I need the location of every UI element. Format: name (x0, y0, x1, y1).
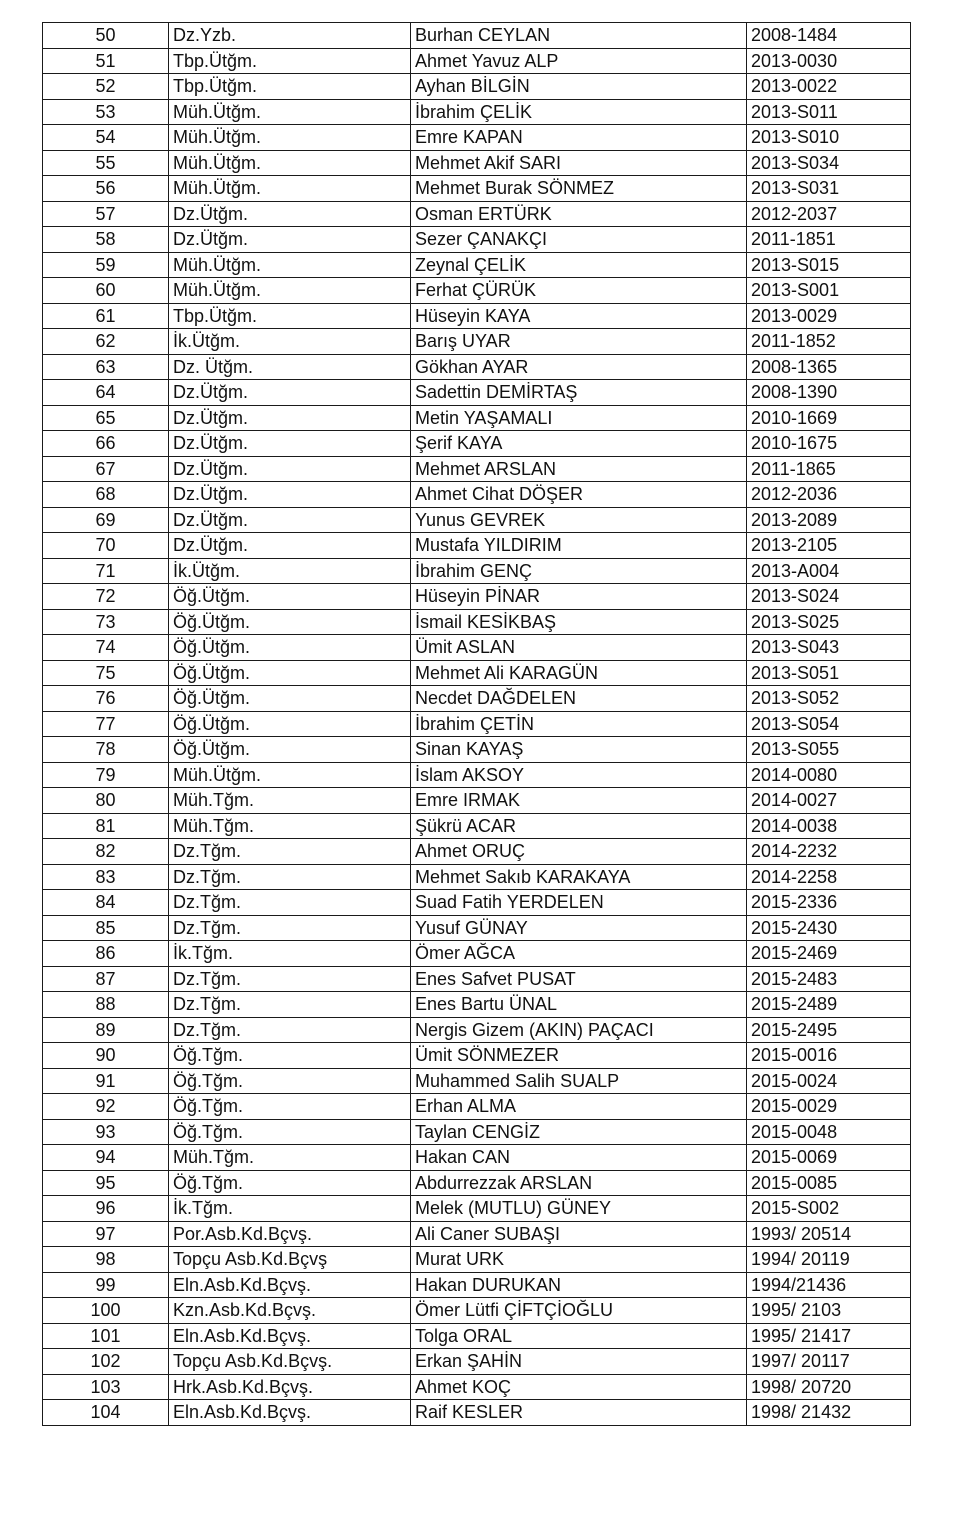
rank-cell: Dz.Ütğm. (169, 533, 411, 559)
row-number-cell: 69 (43, 507, 169, 533)
rank-cell: Eln.Asb.Kd.Bçvş. (169, 1400, 411, 1426)
row-number-cell: 88 (43, 992, 169, 1018)
table-row (43, 839, 911, 865)
registry-number-cell: 2008-1390 (747, 380, 911, 406)
row-number-cell: 101 (43, 1323, 169, 1349)
person-name-cell: Ahmet Cihat DÖŞER (411, 482, 747, 508)
person-name-cell: Ahmet ORUÇ (411, 839, 747, 865)
registry-number-cell: 2011-1852 (747, 329, 911, 355)
registry-number-cell: 2010-1669 (747, 405, 911, 431)
person-name-cell: Raif KESLER (411, 1400, 747, 1426)
row-number-cell: 61 (43, 303, 169, 329)
table-row (43, 1247, 911, 1273)
row-number-cell: 103 (43, 1374, 169, 1400)
row-number-cell: 100 (43, 1298, 169, 1324)
registry-number-cell: 2013-S001 (747, 278, 911, 304)
rank-cell: Öğ.Ütğm. (169, 711, 411, 737)
rank-cell: Öğ.Tğm. (169, 1119, 411, 1145)
row-number-cell: 95 (43, 1170, 169, 1196)
rank-cell: Müh.Ütğm. (169, 150, 411, 176)
rank-cell: İk.Ütğm. (169, 329, 411, 355)
registry-number-cell: 2012-2037 (747, 201, 911, 227)
registry-number-cell: 1998/ 20720 (747, 1374, 911, 1400)
row-number-cell: 62 (43, 329, 169, 355)
row-number-cell: 58 (43, 227, 169, 253)
person-name-cell: Murat URK (411, 1247, 747, 1273)
row-number-cell: 96 (43, 1196, 169, 1222)
person-name-cell: Ümit SÖNMEZER (411, 1043, 747, 1069)
table-row (43, 686, 911, 712)
rank-cell: Dz.Tğm. (169, 915, 411, 941)
person-name-cell: İbrahim ÇETİN (411, 711, 747, 737)
person-name-cell: Ömer AĞCA (411, 941, 747, 967)
row-number-cell: 56 (43, 176, 169, 202)
registry-number-cell: 2015-2483 (747, 966, 911, 992)
row-number-cell: 60 (43, 278, 169, 304)
person-name-cell: Ümit ASLAN (411, 635, 747, 661)
rank-cell: Müh.Ütğm. (169, 252, 411, 278)
registry-number-cell: 2013-S010 (747, 125, 911, 151)
registry-number-cell: 1993/ 20514 (747, 1221, 911, 1247)
table-row (43, 1094, 911, 1120)
person-name-cell: Barış UYAR (411, 329, 747, 355)
rank-cell: İk.Ütğm. (169, 558, 411, 584)
person-name-cell: Erkan ŞAHİN (411, 1349, 747, 1375)
table-row (43, 1196, 911, 1222)
table-row (43, 507, 911, 533)
registry-number-cell: 2015-S002 (747, 1196, 911, 1222)
person-name-cell: Şükrü ACAR (411, 813, 747, 839)
table-row (43, 329, 911, 355)
rank-cell: Dz.Ütğm. (169, 456, 411, 482)
table-row (43, 992, 911, 1018)
rank-cell: Öğ.Tğm. (169, 1043, 411, 1069)
registry-number-cell: 2013-0022 (747, 74, 911, 100)
rank-cell: İk.Tğm. (169, 941, 411, 967)
rank-cell: Dz.Tğm. (169, 992, 411, 1018)
table-row (43, 558, 911, 584)
row-number-cell: 97 (43, 1221, 169, 1247)
person-name-cell: Şerif KAYA (411, 431, 747, 457)
person-name-cell: Taylan CENGİZ (411, 1119, 747, 1145)
registry-number-cell: 2015-0029 (747, 1094, 911, 1120)
registry-number-cell: 2013-S024 (747, 584, 911, 610)
table-row (43, 966, 911, 992)
table-row (43, 584, 911, 610)
rank-cell: Öğ.Ütğm. (169, 737, 411, 763)
rank-cell: Dz.Ütğm. (169, 380, 411, 406)
row-number-cell: 70 (43, 533, 169, 559)
person-name-cell: Mehmet Burak SÖNMEZ (411, 176, 747, 202)
row-number-cell: 59 (43, 252, 169, 278)
person-name-cell: Melek (MUTLU) GÜNEY (411, 1196, 747, 1222)
table-row (43, 635, 911, 661)
row-number-cell: 83 (43, 864, 169, 890)
person-name-cell: Sinan KAYAŞ (411, 737, 747, 763)
table-row (43, 1068, 911, 1094)
registry-number-cell: 2013-2105 (747, 533, 911, 559)
table-row (43, 74, 911, 100)
rank-cell: Dz.Yzb. (169, 23, 411, 49)
table-row (43, 1323, 911, 1349)
person-name-cell: Zeynal ÇELİK (411, 252, 747, 278)
registry-number-cell: 2013-S031 (747, 176, 911, 202)
row-number-cell: 57 (43, 201, 169, 227)
table-row (43, 150, 911, 176)
rank-cell: Dz. Ütğm. (169, 354, 411, 380)
person-name-cell: Muhammed Salih SUALP (411, 1068, 747, 1094)
personnel-table (42, 22, 911, 1426)
person-name-cell: Sezer ÇANAKÇI (411, 227, 747, 253)
rank-cell: Dz.Tğm. (169, 890, 411, 916)
row-number-cell: 71 (43, 558, 169, 584)
rank-cell: Öğ.Tğm. (169, 1094, 411, 1120)
registry-number-cell: 2013-S025 (747, 609, 911, 635)
person-name-cell: Sadettin DEMİRTAŞ (411, 380, 747, 406)
table-row (43, 99, 911, 125)
table-row (43, 711, 911, 737)
table-row (43, 456, 911, 482)
table-row (43, 737, 911, 763)
rank-cell: Tbp.Ütğm. (169, 303, 411, 329)
rank-cell: Öğ.Ütğm. (169, 609, 411, 635)
rank-cell: Topçu Asb.Kd.Bçvş. (169, 1349, 411, 1375)
registry-number-cell: 2013-S015 (747, 252, 911, 278)
person-name-cell: Mehmet Sakıb KARAKAYA (411, 864, 747, 890)
person-name-cell: Burhan CEYLAN (411, 23, 747, 49)
person-name-cell: Enes Safvet PUSAT (411, 966, 747, 992)
table-row (43, 660, 911, 686)
table-row (43, 1017, 911, 1043)
person-name-cell: Ahmet KOÇ (411, 1374, 747, 1400)
row-number-cell: 53 (43, 99, 169, 125)
person-name-cell: Abdurrezzak ARSLAN (411, 1170, 747, 1196)
person-name-cell: Mehmet Akif SARI (411, 150, 747, 176)
table-row (43, 176, 911, 202)
row-number-cell: 55 (43, 150, 169, 176)
person-name-cell: Osman ERTÜRK (411, 201, 747, 227)
registry-number-cell: 2011-1851 (747, 227, 911, 253)
rank-cell: Müh.Ütğm. (169, 278, 411, 304)
person-name-cell: Metin YAŞAMALI (411, 405, 747, 431)
person-name-cell: Suad Fatih YERDELEN (411, 890, 747, 916)
registry-number-cell: 2015-0048 (747, 1119, 911, 1145)
row-number-cell: 76 (43, 686, 169, 712)
registry-number-cell: 1995/ 2103 (747, 1298, 911, 1324)
table-row (43, 1221, 911, 1247)
registry-number-cell: 1995/ 21417 (747, 1323, 911, 1349)
document-page (42, 22, 910, 1426)
person-name-cell: Necdet DAĞDELEN (411, 686, 747, 712)
registry-number-cell: 1997/ 20117 (747, 1349, 911, 1375)
registry-number-cell: 2013-2089 (747, 507, 911, 533)
row-number-cell: 84 (43, 890, 169, 916)
rank-cell: Dz.Ütğm. (169, 507, 411, 533)
table-row (43, 201, 911, 227)
rank-cell: Tbp.Ütğm. (169, 48, 411, 74)
registry-number-cell: 2013-0029 (747, 303, 911, 329)
rank-cell: Tbp.Ütğm. (169, 74, 411, 100)
registry-number-cell: 2015-2489 (747, 992, 911, 1018)
registry-number-cell: 2013-S054 (747, 711, 911, 737)
row-number-cell: 98 (43, 1247, 169, 1273)
person-name-cell: Ahmet Yavuz ALP (411, 48, 747, 74)
row-number-cell: 78 (43, 737, 169, 763)
rank-cell: Dz.Tğm. (169, 966, 411, 992)
row-number-cell: 74 (43, 635, 169, 661)
registry-number-cell: 2013-S052 (747, 686, 911, 712)
person-name-cell: Mehmet ARSLAN (411, 456, 747, 482)
row-number-cell: 87 (43, 966, 169, 992)
table-row (43, 890, 911, 916)
person-name-cell: Gökhan AYAR (411, 354, 747, 380)
table-row (43, 48, 911, 74)
rank-cell: Öğ.Ütğm. (169, 635, 411, 661)
table-row (43, 1119, 911, 1145)
registry-number-cell: 2014-0027 (747, 788, 911, 814)
rank-cell: Hrk.Asb.Kd.Bçvş. (169, 1374, 411, 1400)
registry-number-cell: 1994/21436 (747, 1272, 911, 1298)
rank-cell: Dz.Ütğm. (169, 482, 411, 508)
registry-number-cell: 2013-S011 (747, 99, 911, 125)
registry-number-cell: 2015-0024 (747, 1068, 911, 1094)
table-row (43, 941, 911, 967)
row-number-cell: 94 (43, 1145, 169, 1171)
registry-number-cell: 2015-2336 (747, 890, 911, 916)
row-number-cell: 85 (43, 915, 169, 941)
row-number-cell: 91 (43, 1068, 169, 1094)
table-row (43, 915, 911, 941)
table-row (43, 252, 911, 278)
table-row (43, 533, 911, 559)
registry-number-cell: 2008-1484 (747, 23, 911, 49)
person-name-cell: İbrahim GENÇ (411, 558, 747, 584)
registry-number-cell: 2013-A004 (747, 558, 911, 584)
table-row (43, 303, 911, 329)
registry-number-cell: 2008-1365 (747, 354, 911, 380)
rank-cell: Öğ.Ütğm. (169, 660, 411, 686)
row-number-cell: 68 (43, 482, 169, 508)
person-name-cell: Mehmet Ali KARAGÜN (411, 660, 747, 686)
person-name-cell: Ali Caner SUBAŞI (411, 1221, 747, 1247)
person-name-cell: Nergis Gizem (AKIN) PAÇACI (411, 1017, 747, 1043)
table-row (43, 813, 911, 839)
person-name-cell: Ömer Lütfi ÇİFTÇİOĞLU (411, 1298, 747, 1324)
row-number-cell: 63 (43, 354, 169, 380)
table-row (43, 227, 911, 253)
registry-number-cell: 2013-S055 (747, 737, 911, 763)
rank-cell: Topçu Asb.Kd.Bçvş (169, 1247, 411, 1273)
row-number-cell: 64 (43, 380, 169, 406)
person-name-cell: Emre KAPAN (411, 125, 747, 151)
row-number-cell: 67 (43, 456, 169, 482)
registry-number-cell: 2015-0016 (747, 1043, 911, 1069)
rank-cell: Dz.Ütğm. (169, 201, 411, 227)
row-number-cell: 65 (43, 405, 169, 431)
person-name-cell: Hakan DURUKAN (411, 1272, 747, 1298)
registry-number-cell: 2010-1675 (747, 431, 911, 457)
row-number-cell: 66 (43, 431, 169, 457)
table-row (43, 1349, 911, 1375)
rank-cell: Öğ.Tğm. (169, 1068, 411, 1094)
person-name-cell: Erhan ALMA (411, 1094, 747, 1120)
row-number-cell: 54 (43, 125, 169, 151)
row-number-cell: 50 (43, 23, 169, 49)
rank-cell: Müh.Ütğm. (169, 99, 411, 125)
row-number-cell: 102 (43, 1349, 169, 1375)
rank-cell: Öğ.Ütğm. (169, 584, 411, 610)
rank-cell: Müh.Ütğm. (169, 762, 411, 788)
rank-cell: Dz.Tğm. (169, 1017, 411, 1043)
registry-number-cell: 2015-2430 (747, 915, 911, 941)
person-name-cell: Yusuf GÜNAY (411, 915, 747, 941)
registry-number-cell: 2013-S051 (747, 660, 911, 686)
registry-number-cell: 1994/ 20119 (747, 1247, 911, 1273)
registry-number-cell: 2014-0038 (747, 813, 911, 839)
registry-number-cell: 2011-1865 (747, 456, 911, 482)
row-number-cell: 104 (43, 1400, 169, 1426)
registry-number-cell: 2015-2469 (747, 941, 911, 967)
row-number-cell: 51 (43, 48, 169, 74)
row-number-cell: 92 (43, 1094, 169, 1120)
person-name-cell: Hüseyin PİNAR (411, 584, 747, 610)
table-row (43, 278, 911, 304)
rank-cell: Por.Asb.Kd.Bçvş. (169, 1221, 411, 1247)
table-row (43, 864, 911, 890)
rank-cell: Müh.Tğm. (169, 1145, 411, 1171)
personnel-table-body (43, 23, 911, 1426)
row-number-cell: 81 (43, 813, 169, 839)
row-number-cell: 80 (43, 788, 169, 814)
person-name-cell: Ferhat ÇÜRÜK (411, 278, 747, 304)
person-name-cell: Tolga ORAL (411, 1323, 747, 1349)
person-name-cell: Hüseyin KAYA (411, 303, 747, 329)
row-number-cell: 89 (43, 1017, 169, 1043)
rank-cell: Müh.Ütğm. (169, 125, 411, 151)
person-name-cell: İslam AKSOY (411, 762, 747, 788)
rank-cell: Dz.Ütğm. (169, 431, 411, 457)
registry-number-cell: 2015-0085 (747, 1170, 911, 1196)
table-row (43, 1400, 911, 1426)
person-name-cell: Hakan CAN (411, 1145, 747, 1171)
registry-number-cell: 2014-2232 (747, 839, 911, 865)
registry-number-cell: 1998/ 21432 (747, 1400, 911, 1426)
person-name-cell: Enes Bartu ÜNAL (411, 992, 747, 1018)
rank-cell: Müh.Ütğm. (169, 176, 411, 202)
row-number-cell: 52 (43, 74, 169, 100)
rank-cell: Öğ.Tğm. (169, 1170, 411, 1196)
rank-cell: Dz.Tğm. (169, 839, 411, 865)
table-row (43, 762, 911, 788)
table-row (43, 1170, 911, 1196)
person-name-cell: İbrahim ÇELİK (411, 99, 747, 125)
registry-number-cell: 2013-S034 (747, 150, 911, 176)
rank-cell: Dz.Ütğm. (169, 227, 411, 253)
row-number-cell: 79 (43, 762, 169, 788)
registry-number-cell: 2012-2036 (747, 482, 911, 508)
table-row (43, 788, 911, 814)
row-number-cell: 73 (43, 609, 169, 635)
person-name-cell: Emre IRMAK (411, 788, 747, 814)
person-name-cell: İsmail KESİKBAŞ (411, 609, 747, 635)
rank-cell: Müh.Tğm. (169, 788, 411, 814)
registry-number-cell: 2013-S043 (747, 635, 911, 661)
row-number-cell: 75 (43, 660, 169, 686)
rank-cell: Eln.Asb.Kd.Bçvş. (169, 1272, 411, 1298)
table-row (43, 1374, 911, 1400)
rank-cell: Dz.Ütğm. (169, 405, 411, 431)
row-number-cell: 86 (43, 941, 169, 967)
registry-number-cell: 2015-0069 (747, 1145, 911, 1171)
person-name-cell: Yunus GEVREK (411, 507, 747, 533)
table-row (43, 354, 911, 380)
table-row (43, 1298, 911, 1324)
table-row (43, 380, 911, 406)
rank-cell: İk.Tğm. (169, 1196, 411, 1222)
table-row (43, 482, 911, 508)
table-row (43, 609, 911, 635)
table-row (43, 1043, 911, 1069)
row-number-cell: 99 (43, 1272, 169, 1298)
registry-number-cell: 2015-2495 (747, 1017, 911, 1043)
rank-cell: Müh.Tğm. (169, 813, 411, 839)
table-row (43, 405, 911, 431)
registry-number-cell: 2014-2258 (747, 864, 911, 890)
registry-number-cell: 2014-0080 (747, 762, 911, 788)
row-number-cell: 82 (43, 839, 169, 865)
row-number-cell: 77 (43, 711, 169, 737)
rank-cell: Dz.Tğm. (169, 864, 411, 890)
table-row (43, 1145, 911, 1171)
person-name-cell: Ayhan BİLGİN (411, 74, 747, 100)
table-row (43, 1272, 911, 1298)
rank-cell: Eln.Asb.Kd.Bçvş. (169, 1323, 411, 1349)
table-row (43, 23, 911, 49)
registry-number-cell: 2013-0030 (747, 48, 911, 74)
person-name-cell: Mustafa YILDIRIM (411, 533, 747, 559)
row-number-cell: 72 (43, 584, 169, 610)
rank-cell: Kzn.Asb.Kd.Bçvş. (169, 1298, 411, 1324)
table-row (43, 125, 911, 151)
row-number-cell: 90 (43, 1043, 169, 1069)
rank-cell: Öğ.Ütğm. (169, 686, 411, 712)
row-number-cell: 93 (43, 1119, 169, 1145)
table-row (43, 431, 911, 457)
